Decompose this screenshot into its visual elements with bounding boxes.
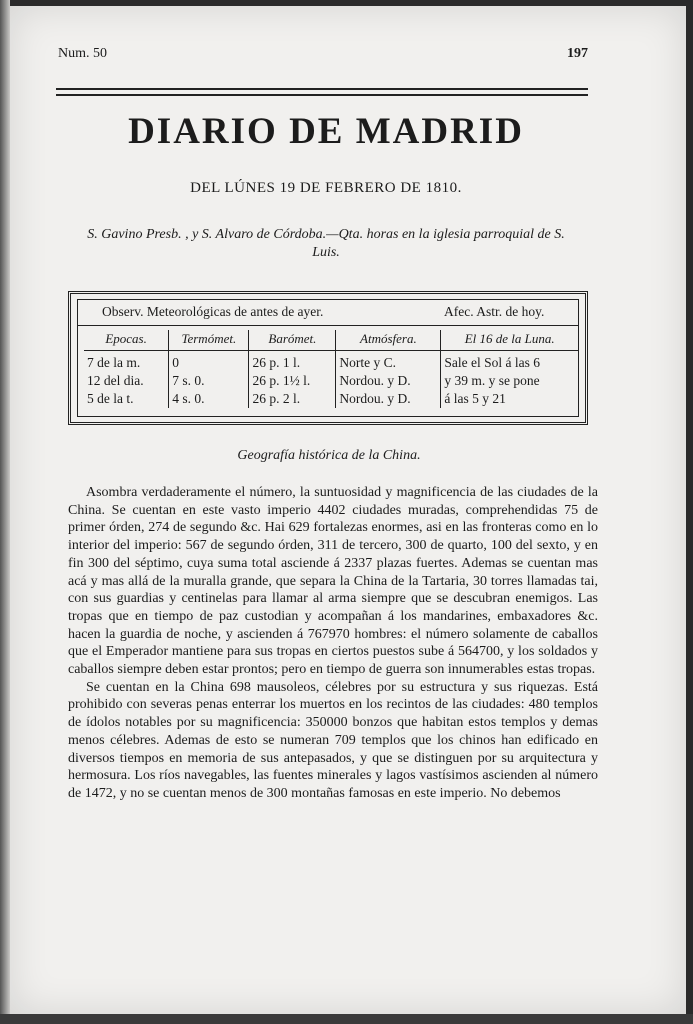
issue-number: Num. 50 <box>58 46 107 61</box>
table-cell: 0 <box>169 351 249 373</box>
meteorology-title: Observ. Meteorológicas de antes de ayer. <box>102 304 324 319</box>
table-cell: y 39 m. y se pone <box>441 372 578 390</box>
table-row <box>84 351 578 373</box>
table-cell: Nordou. y D. <box>336 390 441 408</box>
article-paragraph: Asombra verdaderamente el número, la suntuosidad y magnificencia de las ciudades de la China. Se cuentan en este vasto imperio 4402 ciudades muradas, comprehendidas 75 de primer órden, 274 de segundo &c. Hai 629 fortalezas enormes, asi en las fronteras como en lo interior del imperio: 567 de segundo órden, 311 de tercero, 300 de quarto, 100 del sexto, y en fin 300 del séptimo, cuya suma total asciende á 2337 plazas fuertes. Ademas se cuentan mas acá y mas allá de la muralla grande, que separa la China de la Tartaria, 30 torres llamadas tai, con sus guardias y centinelas para llamar al arma siempre que se descubran enemigos. Las tropas que en tiempo de paz custodian y acompañan á los mandarines, embaxadores &c. hacen la guardia de noche, y ascienden á 767970 hombres: el número solamente de caballos que el Emperador mantiene para sus tropas en ciertos puestos sube á 564700, y los soldados y caballos siempre deben estar prontos; pero en tiempo de guerra son innumerables estas tropas. <box>68 485 598 678</box>
table-cell: Norte y C. <box>336 351 441 373</box>
astronomy-title: Afec. Astr. de hoy. <box>444 304 545 319</box>
meteorology-box <box>68 291 588 425</box>
meteorology-header-row <box>84 330 578 351</box>
meteorology-frame <box>77 299 579 417</box>
table-cell: 26 p. 2 l. <box>249 390 336 408</box>
dateline: DEL LÚNES 19 DE FEBRERO DE 1810. <box>190 180 462 196</box>
col-header-termometro: Termómet. <box>169 330 249 351</box>
table-cell: 7 s. 0. <box>169 372 249 390</box>
table-cell: 26 p. 1 l. <box>249 351 336 373</box>
meteorology-table <box>84 330 578 408</box>
page-number: 197 <box>567 46 588 61</box>
table-row <box>84 390 578 408</box>
table-cell: á las 5 y 21 <box>441 390 578 408</box>
article-body <box>68 484 598 803</box>
page-edge-left <box>0 0 10 1024</box>
article-title: Geografía histórica de la China. <box>237 448 421 463</box>
col-header-luna: El 16 de la Luna. <box>441 330 578 351</box>
meteorology-divider <box>78 325 578 326</box>
saints-of-the-day: S. Gavino Presb. , y S. Alvaro de Córdoba.—Qta. horas en la iglesia parroquial de S. Luis. <box>87 227 565 260</box>
table-cell: 12 del dia. <box>87 373 144 388</box>
table-cell: 26 p. 1½ l. <box>249 372 336 390</box>
article-paragraph: Se cuentan en la China 698 mausoleos, célebres por su estructura y sus riquezas. Está prohibido con severas penas enterrar los muertos en los recintos de las ciudades: 480 templos de ídolos notables por su magnificencia: 350000 bonzos que habitan estos templos y demas menos célebres. Ademas de esto se numeran 709 templos que los chinos han edificado en diversos tiempos en memoria de sus antepasados, y que se distinguen por su arquitectura y hermosura. Los ríos navegables, las fuentes minerales y lagos vastísimos ascienden al número de 1472, y no se cuentan menos de 300 montañas famosas en este imperio. No debemos <box>68 679 598 801</box>
masthead-rule <box>56 88 588 96</box>
page-edge-bottom <box>0 1014 693 1024</box>
table-cell: 4 s. 0. <box>169 390 249 408</box>
col-header-epocas: Epocas. <box>84 330 169 351</box>
newspaper-page <box>10 6 686 1014</box>
col-header-barometro: Barómet. <box>249 330 336 351</box>
table-cell: 5 de la t. <box>87 391 134 406</box>
masthead-title: DIARIO DE MADRID <box>128 111 524 152</box>
table-row <box>84 372 578 390</box>
table-cell: 7 de la m. <box>87 355 141 370</box>
table-cell: Nordou. y D. <box>336 372 441 390</box>
col-header-atmosfera: Atmósfera. <box>336 330 441 351</box>
table-cell: Sale el Sol á las 6 <box>441 351 578 373</box>
